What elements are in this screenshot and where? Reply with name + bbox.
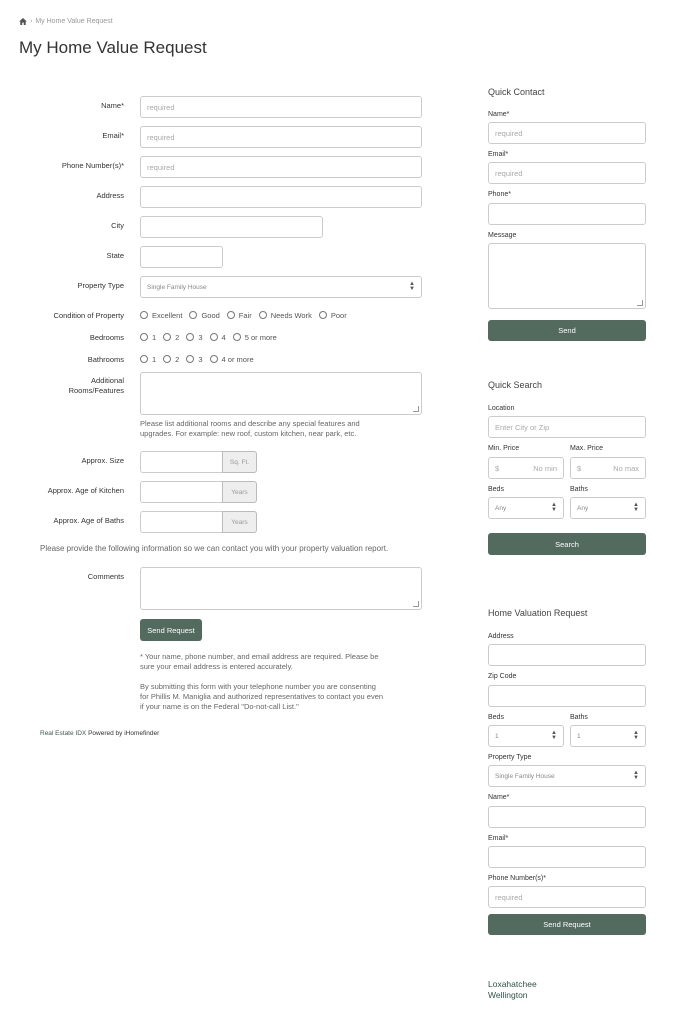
radio-icon[interactable] — [189, 311, 197, 319]
bedrooms-option[interactable]: 4 — [210, 333, 226, 342]
qc-message-textarea[interactable] — [488, 243, 646, 309]
consent-text: By submitting this form with your telephone number you are consenting for Phillis M. Maniglia and authorized representatives to contact you even if your name is on the Federal "Do-not-call List." — [140, 682, 384, 711]
qs-baths-label: Baths — [570, 486, 588, 493]
city-link-loxahatchee[interactable]: Loxahatchee — [488, 979, 537, 989]
hv-email-input[interactable] — [488, 846, 646, 868]
condition-option[interactable]: Excellent — [140, 311, 182, 320]
qs-beds-label: Beds — [488, 486, 504, 493]
condition-option[interactable]: Good — [189, 311, 219, 320]
hv-beds-select[interactable]: 1 ▲ ▼ — [488, 725, 564, 747]
quick-search-title: Quick Search — [488, 380, 543, 390]
select-arrows-icon: ▲ ▼ — [551, 730, 557, 741]
quick-contact-title: Quick Contact — [488, 87, 545, 97]
hv-address-label: Address — [488, 633, 514, 640]
state-input[interactable] — [140, 246, 223, 268]
city-link-wellington[interactable]: Wellington — [488, 990, 528, 1000]
qs-baths-select[interactable]: Any ▲ ▼ — [570, 497, 646, 519]
hv-baths-select[interactable]: 1 ▲ ▼ — [570, 725, 646, 747]
real-estate-idx-link[interactable]: Real Estate IDX — [40, 730, 87, 737]
resize-grip-icon[interactable] — [413, 406, 419, 412]
size-label: Approx. Size — [81, 456, 124, 465]
email-label: Email* — [102, 131, 124, 140]
phone-input[interactable]: required — [140, 156, 422, 178]
hv-email-label: Email* — [488, 835, 509, 842]
hv-address-input[interactable] — [488, 644, 646, 666]
condition-option[interactable]: Needs Work — [259, 311, 312, 320]
baths-age-input-group — [140, 511, 257, 533]
condition-option[interactable]: Fair — [227, 311, 252, 320]
radio-icon[interactable] — [140, 333, 148, 341]
condition-options — [140, 309, 354, 321]
bedrooms-option[interactable]: 2 — [163, 333, 179, 342]
hv-beds-label: Beds — [488, 714, 504, 721]
property-type-label: Property Type — [77, 281, 124, 290]
condition-option[interactable]: Poor — [319, 311, 347, 320]
kitchen-age-unit: Years — [222, 481, 257, 503]
qs-max-price-label: Max. Price — [570, 445, 604, 452]
home-icon[interactable] — [19, 18, 27, 25]
additional-rooms-label: Additional Rooms/Features — [68, 376, 124, 395]
bedrooms-option[interactable]: 3 — [186, 333, 202, 342]
baths-age-label: Approx. Age of Baths — [53, 516, 124, 525]
radio-icon[interactable] — [186, 333, 194, 341]
kitchen-age-input[interactable] — [140, 481, 222, 503]
bedrooms-options — [140, 331, 284, 343]
qc-phone-label: Phone* — [488, 191, 511, 198]
radio-icon[interactable] — [140, 311, 148, 319]
property-type-select[interactable]: Single Family House ▲ ▼ — [140, 276, 422, 298]
bedrooms-option[interactable]: 5 or more — [233, 333, 277, 342]
qc-phone-input[interactable] — [488, 203, 646, 225]
radio-icon[interactable] — [210, 355, 218, 363]
email-input[interactable]: required — [140, 126, 422, 148]
send-request-button[interactable]: Send Request — [140, 619, 202, 641]
qs-max-price-input[interactable]: $ No max — [570, 457, 646, 479]
radio-icon[interactable] — [210, 333, 218, 341]
hv-property-type-label: Property Type — [488, 754, 532, 761]
footer-credit — [40, 730, 159, 737]
qc-send-button[interactable]: Send — [488, 320, 646, 341]
size-unit: Sq. Ft. — [222, 451, 257, 473]
qs-beds-select[interactable]: Any ▲ ▼ — [488, 497, 564, 519]
comments-textarea[interactable] — [140, 567, 422, 610]
city-input[interactable] — [140, 216, 323, 238]
home-valuation-title: Home Valuation Request — [488, 608, 588, 618]
qs-location-input[interactable]: Enter City or Zip — [488, 416, 646, 438]
qs-search-button[interactable]: Search — [488, 533, 646, 555]
hv-baths-label: Baths — [570, 714, 588, 721]
select-arrows-icon: ▲ ▼ — [633, 770, 639, 781]
breadcrumb — [19, 18, 113, 25]
breadcrumb-current: My Home Value Request — [35, 18, 113, 25]
radio-icon[interactable] — [227, 311, 235, 319]
name-input[interactable]: required — [140, 96, 422, 118]
kitchen-age-label: Approx. Age of Kitchen — [47, 486, 124, 495]
qs-min-price-label: Min. Price — [488, 445, 520, 452]
kitchen-age-input-group — [140, 481, 257, 503]
hv-name-input[interactable] — [488, 806, 646, 828]
hv-name-label: Name* — [488, 794, 510, 801]
hv-phone-input[interactable]: required — [488, 886, 646, 908]
radio-icon[interactable] — [259, 311, 267, 319]
address-input[interactable] — [140, 186, 422, 208]
size-input[interactable] — [140, 451, 222, 473]
qc-name-label: Name* — [488, 111, 510, 118]
bathrooms-option[interactable]: 3 — [186, 355, 202, 364]
bathrooms-option[interactable]: 4 or more — [210, 355, 254, 364]
radio-icon[interactable] — [319, 311, 327, 319]
bathrooms-option[interactable]: 1 — [140, 355, 156, 364]
qc-message-label: Message — [488, 232, 517, 239]
hv-send-request-button[interactable]: Send Request — [488, 914, 646, 935]
resize-grip-icon[interactable] — [637, 300, 643, 306]
select-arrows-icon: ▲ ▼ — [633, 502, 639, 513]
bathrooms-options — [140, 353, 261, 365]
address-label: Address — [96, 191, 124, 200]
condition-label: Condition of Property — [53, 311, 124, 320]
state-label: State — [106, 251, 124, 260]
select-arrows-icon: ▲ ▼ — [633, 730, 639, 741]
resize-grip-icon[interactable] — [413, 601, 419, 607]
radio-icon[interactable] — [233, 333, 241, 341]
bedrooms-label: Bedrooms — [89, 333, 124, 342]
hv-property-type-select[interactable]: Single Family House ▲ ▼ — [488, 765, 646, 787]
name-label: Name* — [101, 101, 124, 110]
additional-rooms-textarea[interactable] — [140, 372, 422, 415]
city-label: City — [111, 221, 124, 230]
hv-phone-label: Phone Number(s)* — [488, 875, 546, 882]
required-disclaimer: * Your name, phone number, and email address are required. Please be sure your email address is entered accurately. — [140, 652, 379, 671]
breadcrumb-separator: › — [30, 18, 33, 25]
qs-min-price-input[interactable]: $ No min — [488, 457, 564, 479]
radio-icon[interactable] — [163, 333, 171, 341]
contact-note: Please provide the following information so we can contact you with your property valuation report. — [40, 544, 389, 553]
qc-email-input[interactable]: required — [488, 162, 646, 184]
qc-email-label: Email* — [488, 151, 509, 158]
hv-zip-label: Zip Code — [488, 673, 517, 680]
phone-label: Phone Number(s)* — [61, 161, 124, 170]
hv-zip-input[interactable] — [488, 685, 646, 707]
select-arrows-icon: ▲ ▼ — [409, 281, 415, 292]
powered-by-text: Powered by iHomefinder — [88, 730, 160, 737]
comments-label: Comments — [87, 572, 124, 581]
baths-age-input[interactable] — [140, 511, 222, 533]
select-arrows-icon: ▲ ▼ — [551, 502, 557, 513]
bathrooms-label: Bathrooms — [87, 355, 124, 364]
additional-rooms-help: Please list additional rooms and describe any special features and upgrades. For example: new roof, custom kitchen, near park, etc. — [140, 419, 360, 438]
bathrooms-option[interactable]: 2 — [163, 355, 179, 364]
qs-location-label: Location — [488, 405, 515, 412]
size-input-group — [140, 451, 257, 473]
radio-icon[interactable] — [140, 355, 148, 363]
baths-age-unit: Years — [222, 511, 257, 533]
radio-icon[interactable] — [163, 355, 171, 363]
radio-icon[interactable] — [186, 355, 194, 363]
bedrooms-option[interactable]: 1 — [140, 333, 156, 342]
qc-name-input[interactable]: required — [488, 122, 646, 144]
page-title: My Home Value Request — [19, 38, 207, 57]
